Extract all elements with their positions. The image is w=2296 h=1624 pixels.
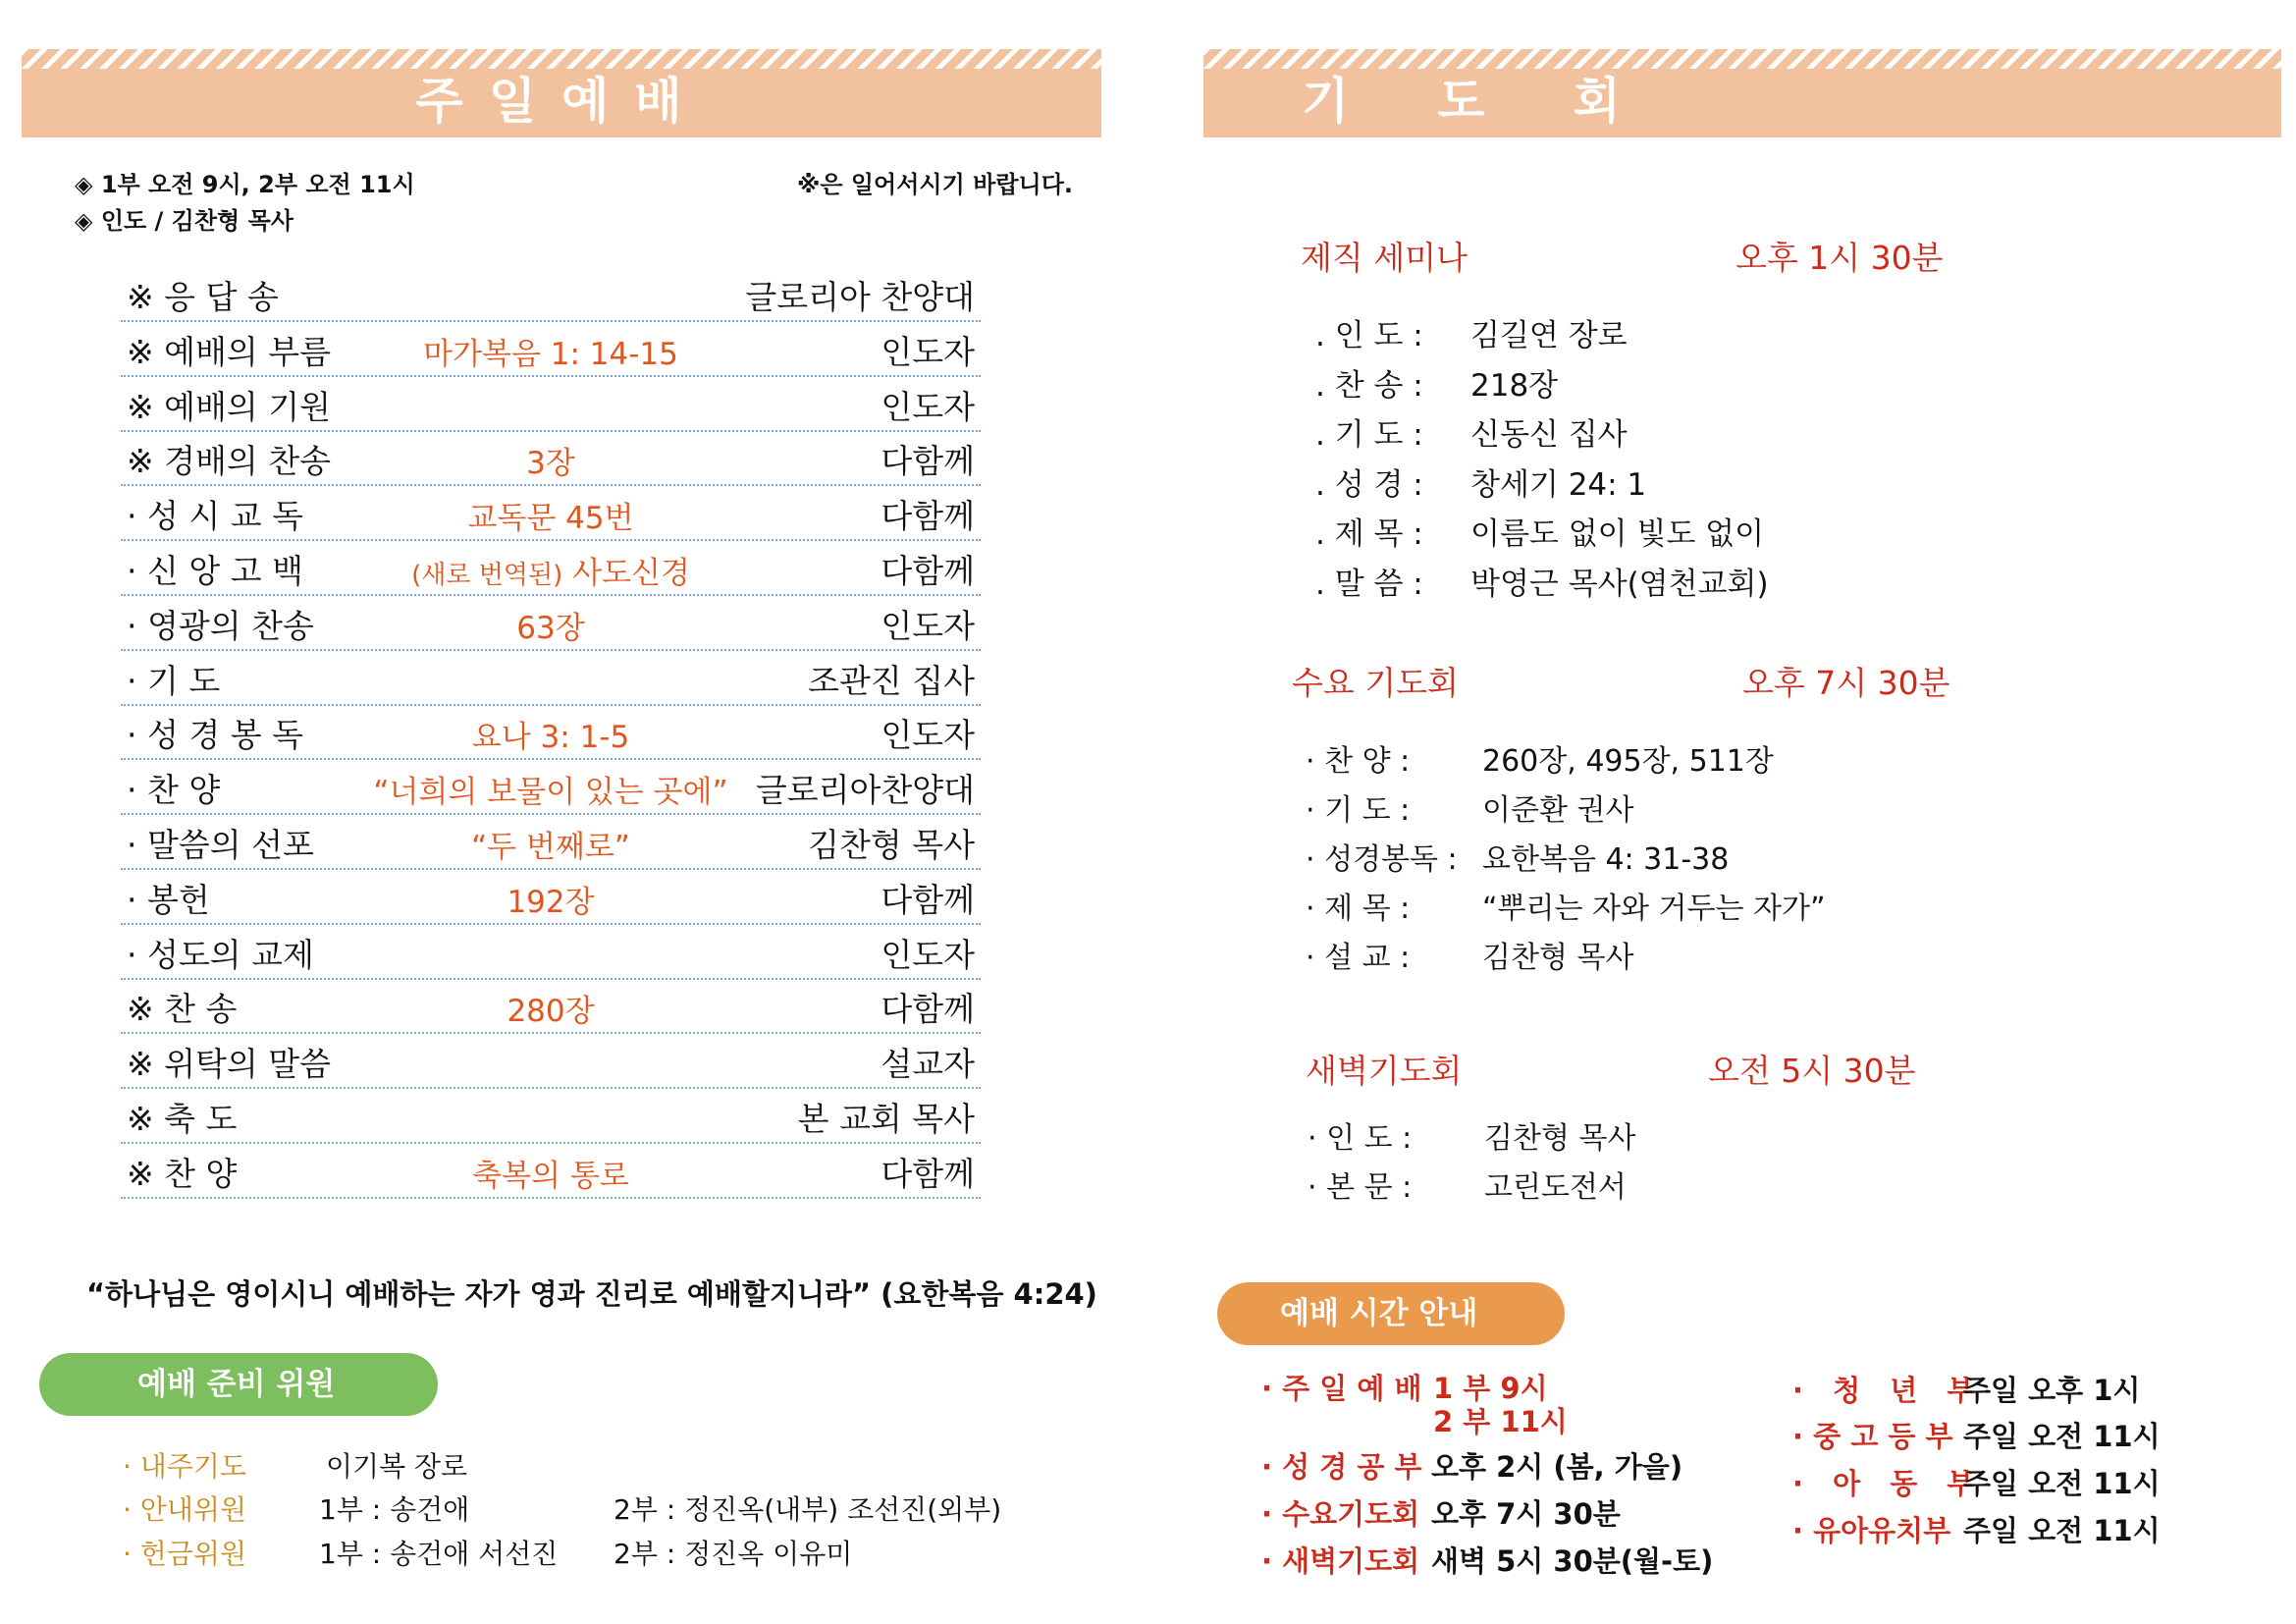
order-detail-text: 마가복음 1: 14-15: [423, 336, 678, 372]
order-detail: [121, 329, 981, 373]
prayer-item-value: 260장, 495장, 511장: [1482, 744, 1774, 779]
prayer-item-key: · 제 목 :: [1306, 892, 1411, 926]
schedule-value: 새벽 5시 30분(월-토): [1431, 1544, 1714, 1578]
order-row: [121, 429, 981, 486]
committee-value-2: 2부 : 정진옥 이유미: [614, 1538, 853, 1570]
order-detail-text: 3장: [526, 446, 575, 482]
prayer-item-key: . 제 목 :: [1315, 516, 1423, 552]
order-label: ※ 예배의 기원: [127, 387, 332, 426]
order-row: [121, 539, 981, 596]
order-label: · 성 경 봉 독: [127, 716, 303, 755]
order-leader: 다함께: [881, 442, 975, 481]
schedule-label: · 청 년 부: [1792, 1374, 1985, 1407]
prayer-item-value: 이름도 없이 빛도 없이: [1470, 516, 1765, 552]
scripture-verse: “하나님은 영이시니 예배하는 자가 영과 진리로 예배할지니라” (요한복음 4:24): [86, 1277, 1097, 1311]
prayer-banner: [1203, 49, 2281, 137]
prayer-item-value: 박영근 목사(염천교회): [1470, 566, 1769, 602]
order-leader: 다함께: [881, 880, 975, 919]
service-leader: ◈ 인도 / 김찬형 목사: [75, 207, 294, 235]
committee-label: · 안내위원: [123, 1493, 246, 1526]
prayer-item-key: · 인 도 :: [1308, 1121, 1413, 1156]
order-label: · 성 시 교 독: [127, 497, 303, 536]
prayer-item-key: · 성경봉독 :: [1306, 842, 1458, 877]
schedule-label: · 수요기도회: [1261, 1497, 1420, 1531]
schedule-value-2: [1433, 1400, 1568, 1440]
order-row: [121, 265, 981, 322]
prayer-item-value: 김찬형 목사: [1484, 1121, 1636, 1156]
committee-value: 1부 : 송건애: [319, 1493, 470, 1526]
sunday-banner: [22, 49, 1101, 137]
order-label: ※ 경배의 찬송: [127, 442, 332, 481]
order-label: · 말씀의 선포: [127, 826, 314, 864]
prayer-item-key: . 인 도 :: [1315, 318, 1423, 353]
committee-pill: [39, 1353, 438, 1416]
order-leader: 글로리아 찬양대: [745, 278, 975, 316]
schedule-value: 주일 오전 11시: [1963, 1514, 2161, 1547]
schedule-value: 오후 7시 30분: [1431, 1497, 1621, 1531]
schedule-label: · 유아유치부: [1792, 1514, 1951, 1547]
committee-label: · 내주기도: [123, 1450, 246, 1483]
order-leader: 인도자: [881, 332, 975, 371]
order-label: ※ 응 답 송: [127, 278, 279, 316]
prayer-item-value: 김찬형 목사: [1482, 941, 1634, 975]
prayer-item-key: . 찬 송 :: [1315, 367, 1423, 404]
schedule-label: · 아 동 부: [1792, 1467, 1985, 1500]
prayer-item-key: . 성 경 :: [1315, 466, 1423, 503]
schedule-label: · 성 경 공 부: [1261, 1450, 1422, 1484]
schedule-pill: [1217, 1282, 1565, 1345]
prayer-item-key: · 찬 양 :: [1306, 744, 1411, 779]
order-label: · 찬 양: [127, 771, 221, 810]
order-leader: 본 교회 목사: [797, 1100, 975, 1138]
order-leader: 인도자: [881, 935, 975, 974]
order-label: · 영광의 찬송: [127, 606, 314, 645]
committee-value: 이기복 장로: [326, 1450, 468, 1483]
schedule-value: 오후 2시 (봄, 가을): [1431, 1450, 1683, 1484]
order-detail-text: 사도신경: [562, 556, 690, 591]
order-leader: 김찬형 목사: [808, 826, 975, 864]
order-row: [121, 594, 981, 651]
committee-title: 예배 준비 위원: [137, 1367, 336, 1402]
committee-value: 1부 : 송건애 서선진: [319, 1538, 559, 1570]
order-row: [121, 484, 981, 541]
order-detail: [121, 548, 981, 592]
prayer-item-value: 김길연 장로: [1470, 318, 1628, 353]
sunday-banner-title: 주일예배: [415, 73, 708, 130]
order-detail: [121, 1151, 981, 1195]
prayer-item-value: 고린도전서: [1484, 1170, 1627, 1205]
prayer-item-value: 창세기 24: 1: [1470, 466, 1647, 503]
order-detail-prefix: (새로 번역된): [411, 561, 563, 590]
order-detail-text: 63장: [516, 610, 585, 646]
schedule-label: · 주 일 예 배: [1261, 1372, 1422, 1405]
order-leader: 다함께: [881, 1154, 975, 1193]
order-detail: [121, 986, 981, 1030]
order-row: [121, 703, 981, 760]
order-detail-text: “너희의 보물이 있는 곳에”: [373, 775, 728, 811]
schedule-title: 예배 시간 안내: [1280, 1296, 1478, 1331]
seminar-title: 제직 세미나: [1301, 239, 1468, 277]
order-leader: 다함께: [881, 552, 975, 590]
order-detail: [121, 493, 981, 537]
wednesday-time: 오후 7시 30분: [1742, 664, 1950, 702]
order-row: [121, 375, 981, 432]
order-label: ※ 찬 양: [127, 1154, 238, 1193]
order-leader: 글로리아찬양대: [755, 771, 975, 810]
order-row: [121, 649, 981, 706]
order-row: [121, 320, 981, 377]
prayer-item-key: · 본 문 :: [1308, 1170, 1413, 1205]
order-detail-text: 192장: [507, 884, 595, 920]
schedule-value: 주일 오후 1시: [1963, 1374, 2141, 1407]
banner-stripes: [22, 49, 1101, 69]
order-label: · 성도의 교제: [127, 935, 314, 974]
order-label: ※ 찬 송: [127, 990, 238, 1029]
schedule-label: · 중 고 등 부: [1792, 1420, 1953, 1453]
order-detail-text: 요나 3: 1-5: [471, 720, 630, 756]
prayer-banner-title: 기도회: [1302, 73, 1709, 130]
order-label: ※ 위탁의 말씀: [127, 1045, 332, 1084]
service-times: ◈ 1부 오전 9시, 2부 오전 11시: [75, 171, 415, 198]
order-label: · 신 앙 고 백: [127, 552, 303, 590]
seminar-time: 오후 1시 30분: [1735, 239, 1944, 277]
order-row: [121, 868, 981, 925]
schedule-value-text: 1 부 9시: [1433, 1372, 1548, 1405]
prayer-item-value: 요한복음 4: 31-38: [1482, 842, 1730, 877]
order-label: · 기 도: [127, 661, 221, 700]
stand-note: ※은 일어서시기 바랍니다.: [797, 171, 1073, 198]
order-row: [121, 758, 981, 815]
order-label: · 봉헌: [127, 880, 210, 919]
prayer-item-value: 신동신 집사: [1470, 417, 1628, 453]
wednesday-title: 수요 기도회: [1292, 664, 1459, 702]
order-row: [121, 1087, 981, 1144]
order-leader: 다함께: [881, 497, 975, 536]
order-row: [121, 813, 981, 870]
order-detail-text: “두 번째로”: [471, 830, 630, 865]
order-leader: 인도자: [881, 387, 975, 426]
prayer-item-key: · 설 교 :: [1306, 941, 1411, 975]
order-leader: 인도자: [881, 606, 975, 645]
schedule-value-text: 2 부 11시: [1433, 1405, 1568, 1438]
prayer-item-value: 218장: [1470, 367, 1559, 404]
order-row: [121, 923, 981, 980]
prayer-item-key: . 말 씀 :: [1315, 566, 1423, 602]
schedule-label: · 새벽기도회: [1261, 1544, 1420, 1578]
order-label: ※ 축 도: [127, 1100, 238, 1138]
dawn-title: 새벽기도회: [1306, 1052, 1463, 1090]
order-detail: [121, 438, 981, 482]
order-detail-text: 축복의 통로: [472, 1158, 629, 1194]
order-detail-text: 교독문 45번: [467, 501, 634, 537]
order-row: [121, 1032, 981, 1089]
order-detail: [121, 603, 981, 647]
order-row: [121, 977, 981, 1034]
order-detail-text: 280장: [507, 994, 595, 1030]
order-leader: 설교자: [881, 1045, 975, 1084]
schedule-value: 주일 오전 11시: [1963, 1420, 2161, 1453]
banner-stripes: [1203, 49, 2281, 69]
dawn-time: 오전 5시 30분: [1708, 1052, 1916, 1090]
order-label: ※ 예배의 부름: [127, 332, 332, 371]
order-leader: 인도자: [881, 716, 975, 755]
schedule-value: 주일 오전 11시: [1963, 1467, 2161, 1500]
prayer-item-value: “뿌리는 자와 거두는 자가”: [1482, 892, 1826, 926]
order-detail: [121, 712, 981, 756]
prayer-item-value: 이준환 권사: [1482, 793, 1634, 828]
prayer-item-key: . 기 도 :: [1315, 417, 1423, 453]
order-detail: [121, 877, 981, 921]
order-leader: 조관진 집사: [808, 661, 975, 700]
committee-label: · 헌금위원: [123, 1538, 246, 1570]
committee-value-2: 2부 : 정진옥(내부) 조선진(외부): [614, 1493, 1002, 1526]
prayer-item-key: · 기 도 :: [1306, 793, 1411, 828]
order-row: [121, 1142, 981, 1199]
order-leader: 다함께: [881, 990, 975, 1029]
